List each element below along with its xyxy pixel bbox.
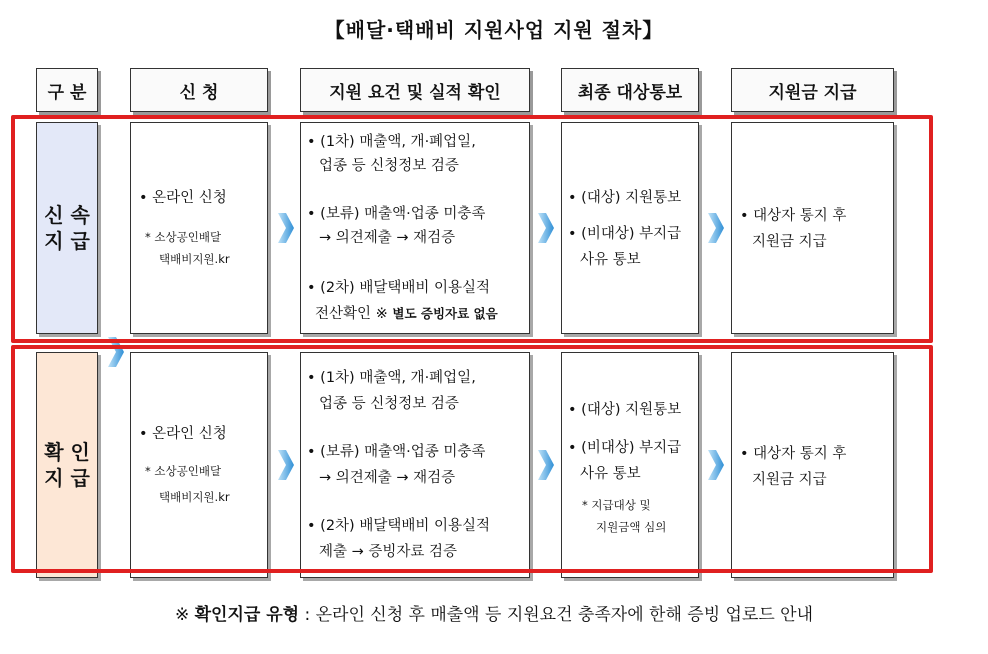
page-title: 【배달·택배비 지원사업 지원 절차】 bbox=[324, 18, 664, 42]
fast-apply-bullet: • 온라인 신청 bbox=[139, 190, 227, 206]
confirm-pay-highlight bbox=[11, 345, 933, 573]
fast-apply-note1: * 소상공인배달 bbox=[145, 230, 222, 244]
fast-verify-2b: → 의견제출 → 재검증 bbox=[319, 230, 456, 246]
confirm-verify-3b: 제출 → 증빙자료 검증 bbox=[319, 544, 458, 560]
fast-notify-3: 사유 통보 bbox=[580, 252, 641, 268]
confirm-verify-1a: • (1차) 매출액, 개·폐업일, bbox=[307, 370, 476, 386]
confirm-verify-1b: 업종 등 신청정보 검증 bbox=[319, 396, 459, 412]
fast-verify-1a: • (1차) 매출액, 개·폐업일, bbox=[307, 134, 476, 150]
confirm-apply-note2: 택배비지원.kr bbox=[159, 490, 230, 504]
header-apply: 신 청 bbox=[130, 68, 268, 112]
confirm-verify-3a: • (2차) 배달택배비 이용실적 bbox=[307, 518, 490, 534]
fast-verify-3b-text: 전산확인 ※ bbox=[315, 306, 393, 322]
header-notify: 최종 대상통보 bbox=[561, 68, 699, 112]
confirm-pay-2: 지원금 지급 bbox=[752, 472, 827, 488]
fast-label-line2: 지 급 bbox=[44, 229, 90, 253]
confirm-notify-3: 사유 통보 bbox=[580, 466, 641, 482]
confirm-label-line1: 확 인 bbox=[44, 440, 90, 464]
header-category: 구 분 bbox=[36, 68, 98, 112]
confirm-apply-note1: * 소상공인배달 bbox=[145, 464, 222, 478]
fast-verify-3b-bold: 별도 증빙자료 없음 bbox=[392, 306, 498, 321]
confirm-notify-note1: * 지급대상 및 bbox=[582, 498, 651, 512]
footnote-bold: 확인지급 유형 bbox=[194, 605, 300, 625]
footnote-prefix: ※ bbox=[174, 605, 195, 625]
header-verify: 지원 요건 및 실적 확인 bbox=[300, 68, 530, 112]
confirm-pay-1: • 대상자 통지 후 bbox=[740, 446, 847, 462]
confirm-verify-2b: → 의견제출 → 재검증 bbox=[319, 470, 456, 486]
footnote-text: : 온라인 신청 후 매출액 등 지원요건 충족자에 한해 증빙 업로드 안내 bbox=[299, 605, 814, 625]
fast-verify-3a: • (2차) 배달택배비 이용실적 bbox=[307, 280, 490, 296]
confirm-notify-1: • (대상) 지원통보 bbox=[568, 402, 682, 418]
fast-verify-1b: 업종 등 신청정보 검증 bbox=[319, 158, 459, 174]
header-pay: 지원금 지급 bbox=[731, 68, 894, 112]
fast-pay-highlight bbox=[11, 115, 933, 343]
fast-notify-1: • (대상) 지원통보 bbox=[568, 190, 682, 206]
confirm-notify-2: • (비대상) 부지급 bbox=[568, 440, 682, 456]
confirm-label-line2: 지 급 bbox=[44, 466, 90, 490]
footnote bbox=[0, 600, 988, 625]
confirm-verify-2a: • (보류) 매출액·업종 미충족 bbox=[307, 444, 486, 460]
confirm-notify-note2: 지원금액 심의 bbox=[596, 520, 667, 534]
fast-pay-2: 지원금 지급 bbox=[752, 234, 827, 250]
fast-pay-1: • 대상자 통지 후 bbox=[740, 208, 847, 224]
fast-verify-2a: • (보류) 매출액·업종 미충족 bbox=[307, 206, 486, 222]
fast-label-line1: 신 속 bbox=[44, 203, 90, 227]
confirm-apply-bullet: • 온라인 신청 bbox=[139, 426, 227, 442]
fast-apply-note2: 택배비지원.kr bbox=[159, 252, 230, 266]
fast-notify-2: • (비대상) 부지급 bbox=[568, 226, 682, 242]
